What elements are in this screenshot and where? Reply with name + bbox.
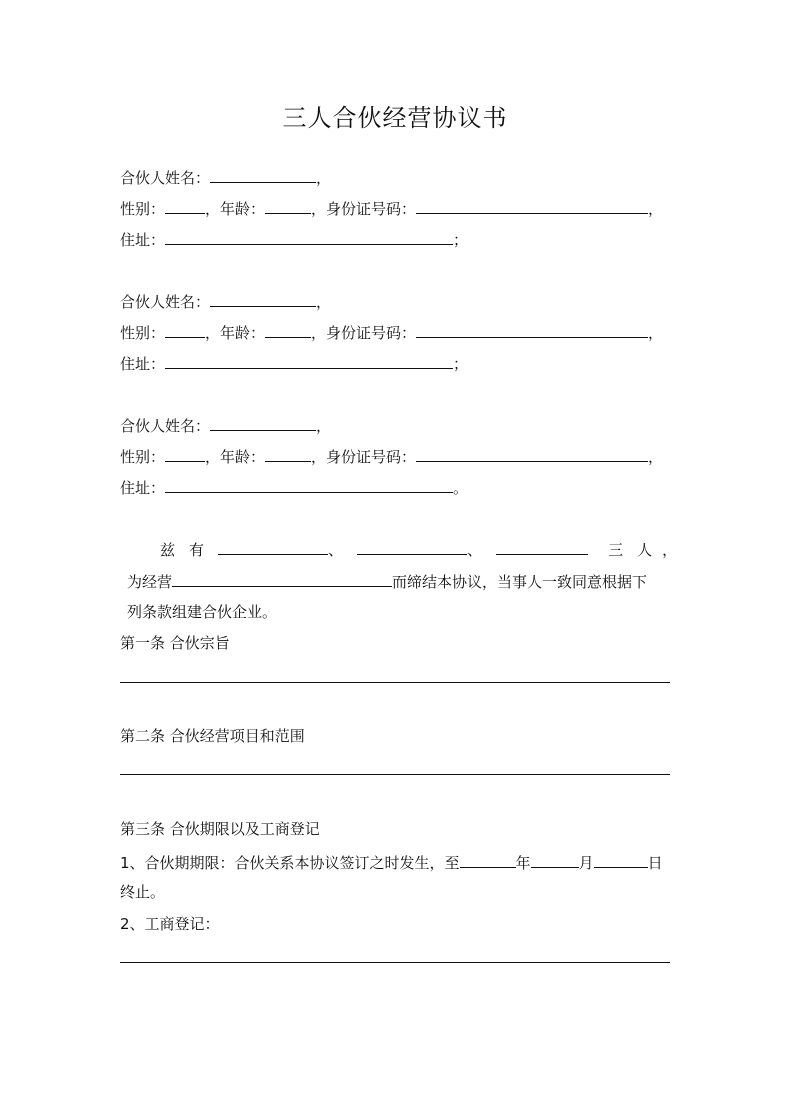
partner-a-blank[interactable]	[218, 538, 328, 555]
dun-1: 、	[328, 541, 344, 559]
business-blank[interactable]	[172, 570, 392, 587]
comma: ，	[648, 448, 664, 466]
comma: ，	[316, 417, 332, 435]
registration-fill-line[interactable]	[120, 962, 670, 963]
partner-2-name-row	[120, 290, 331, 310]
term-row	[120, 851, 663, 871]
intro-comma: ，	[662, 541, 678, 559]
article-1-heading: 第一条 合伙宗旨	[120, 634, 230, 652]
gender-blank[interactable]	[165, 197, 205, 214]
gender-blank[interactable]	[165, 445, 205, 462]
intro-line2-prefix: 为经营	[127, 573, 173, 591]
article-3-heading: 第三条 合伙期限以及工商登记	[120, 820, 320, 838]
partner-2-address-row	[120, 352, 468, 372]
period: 。	[453, 479, 469, 497]
partner-b-blank[interactable]	[357, 538, 467, 555]
article-1-fill-line[interactable]	[120, 682, 670, 683]
age-blank[interactable]	[265, 445, 311, 462]
year-blank[interactable]	[460, 851, 516, 868]
id-blank[interactable]	[416, 445, 648, 462]
gender-label: 性别：	[120, 324, 166, 342]
address-label: 住址：	[120, 479, 166, 497]
name-label: 合伙人姓名：	[120, 293, 211, 311]
intro-line-3: 列条款组建合伙企业。	[127, 603, 278, 621]
document-title: 三人合伙经营协议书	[282, 104, 508, 132]
age-label: ，年龄：	[205, 324, 266, 342]
id-blank[interactable]	[416, 197, 648, 214]
month-blank[interactable]	[531, 851, 579, 868]
comma: ，	[648, 324, 664, 342]
semicolon: ；	[453, 231, 469, 249]
partner-1-address-row	[120, 228, 468, 248]
address-label: 住址：	[120, 231, 166, 249]
gender-blank[interactable]	[165, 321, 205, 338]
article-2-fill-line[interactable]	[120, 774, 670, 775]
month-label: 月	[578, 854, 594, 872]
id-label: ，身份证号码：	[311, 324, 417, 342]
term-prefix: 1、合伙期期限：合伙关系本协议签订之时发生，至	[120, 854, 460, 872]
id-label: ，身份证号码：	[311, 200, 417, 218]
comma: ，	[316, 293, 332, 311]
name-label: 合伙人姓名：	[120, 169, 211, 187]
semicolon: ；	[453, 355, 469, 373]
age-blank[interactable]	[265, 197, 311, 214]
partner-3-name-row	[120, 414, 331, 434]
gender-label: 性别：	[120, 200, 166, 218]
intro-zi: 兹	[160, 541, 176, 559]
article-2-heading: 第二条 合伙经营项目和范围	[120, 727, 305, 745]
partner-2-info-row	[120, 321, 663, 341]
year-label: 年	[515, 854, 531, 872]
partner-1-name-row	[120, 166, 331, 186]
address-blank[interactable]	[165, 228, 453, 245]
comma: ，	[648, 200, 664, 218]
intro-line-2	[127, 570, 647, 590]
partner-3-address-row	[120, 476, 468, 496]
intro-you: 有	[189, 541, 205, 559]
name-blank[interactable]	[210, 166, 316, 183]
gender-label: 性别：	[120, 448, 166, 466]
intro-line-1	[160, 538, 677, 558]
address-label: 住址：	[120, 355, 166, 373]
dun-2: 、	[467, 541, 483, 559]
age-blank[interactable]	[265, 321, 311, 338]
age-label: ，年龄：	[205, 448, 266, 466]
address-blank[interactable]	[165, 476, 453, 493]
id-blank[interactable]	[416, 321, 648, 338]
intro-ren: 人	[637, 541, 653, 559]
partner-1-info-row	[120, 197, 663, 217]
partner-3-info-row	[120, 445, 663, 465]
registration-label: 2、工商登记：	[120, 915, 220, 933]
intro-san: 三	[608, 541, 624, 559]
day-label: 日	[647, 854, 663, 872]
intro-line2-suffix: 而缔结本协议，当事人一致同意根据下	[392, 573, 648, 591]
name-blank[interactable]	[210, 414, 316, 431]
address-blank[interactable]	[165, 352, 453, 369]
id-label: ，身份证号码：	[311, 448, 417, 466]
name-blank[interactable]	[210, 290, 316, 307]
name-label: 合伙人姓名：	[120, 417, 211, 435]
age-label: ，年龄：	[205, 200, 266, 218]
partner-c-blank[interactable]	[496, 538, 588, 555]
day-blank[interactable]	[594, 851, 648, 868]
comma: ，	[316, 169, 332, 187]
term-end: 终止。	[120, 883, 166, 901]
